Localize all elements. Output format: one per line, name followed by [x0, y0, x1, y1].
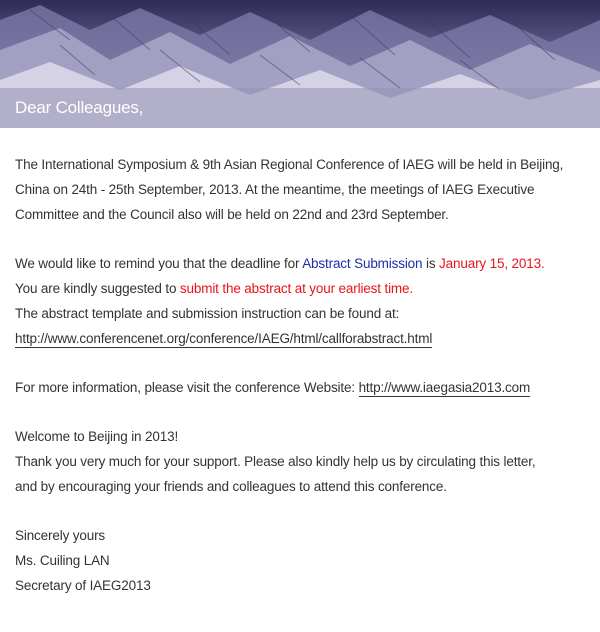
info-line — [15, 375, 590, 400]
signature-closing: Sincerely yours — [15, 528, 106, 543]
info-prefix: For more information, please visit the conference Website: — [15, 380, 359, 395]
welcome-paragraph — [15, 424, 590, 499]
header-banner — [0, 0, 600, 128]
info-paragraph — [15, 375, 590, 400]
conference-website-link[interactable]: http://www.iaegasia2013.com — [358, 380, 531, 395]
deadline-date: January 15, 2013. — [439, 256, 545, 271]
greeting-heading: Dear Colleagues, — [15, 98, 144, 117]
intro-line-3: Committee and the Council also will be held on 22nd and 23rd September. — [15, 207, 449, 222]
deadline-paragraph — [15, 251, 590, 351]
welcome-line-2: Thank you very much for your support. Please also kindly help us by circulating this letter, — [15, 454, 536, 469]
suggest-line — [15, 276, 590, 301]
deadline-prefix: We would like to remind you that the deadline for — [15, 256, 303, 271]
deadline-line — [15, 251, 590, 276]
letter-body — [15, 152, 590, 622]
intro-line-2: China on 24th - 25th September, 2013. At the meantime, the meetings of IAEG Executive — [15, 182, 535, 197]
intro-paragraph — [15, 152, 590, 227]
template-url-line — [15, 326, 590, 351]
suggest-prefix: You are kindly suggested to — [15, 281, 180, 296]
deadline-is-text: is — [422, 256, 440, 271]
signature-block — [15, 523, 590, 598]
welcome-line-1: Welcome to Beijing in 2013! — [15, 429, 179, 444]
banner-title-bar — [0, 88, 600, 128]
intro-line-1: The International Symposium & 9th Asian Regional Conference of IAEG will be held in Beijing, — [15, 157, 564, 172]
template-url-link[interactable]: http://www.conferencenet.org/conference/IAEG/html/callforabstract.html — [15, 331, 433, 346]
abstract-submission-link[interactable]: Abstract Submission — [302, 256, 423, 271]
template-text: The abstract template and submission instruction can be found at: — [15, 306, 400, 321]
signature-name: Ms. Cuiling LAN — [15, 553, 110, 568]
welcome-line-3: and by encouraging your friends and colleagues to attend this conference. — [15, 479, 447, 494]
suggest-highlight: submit the abstract at your earliest time. — [179, 281, 413, 296]
signature-role: Secretary of IAEG2013 — [15, 578, 151, 593]
